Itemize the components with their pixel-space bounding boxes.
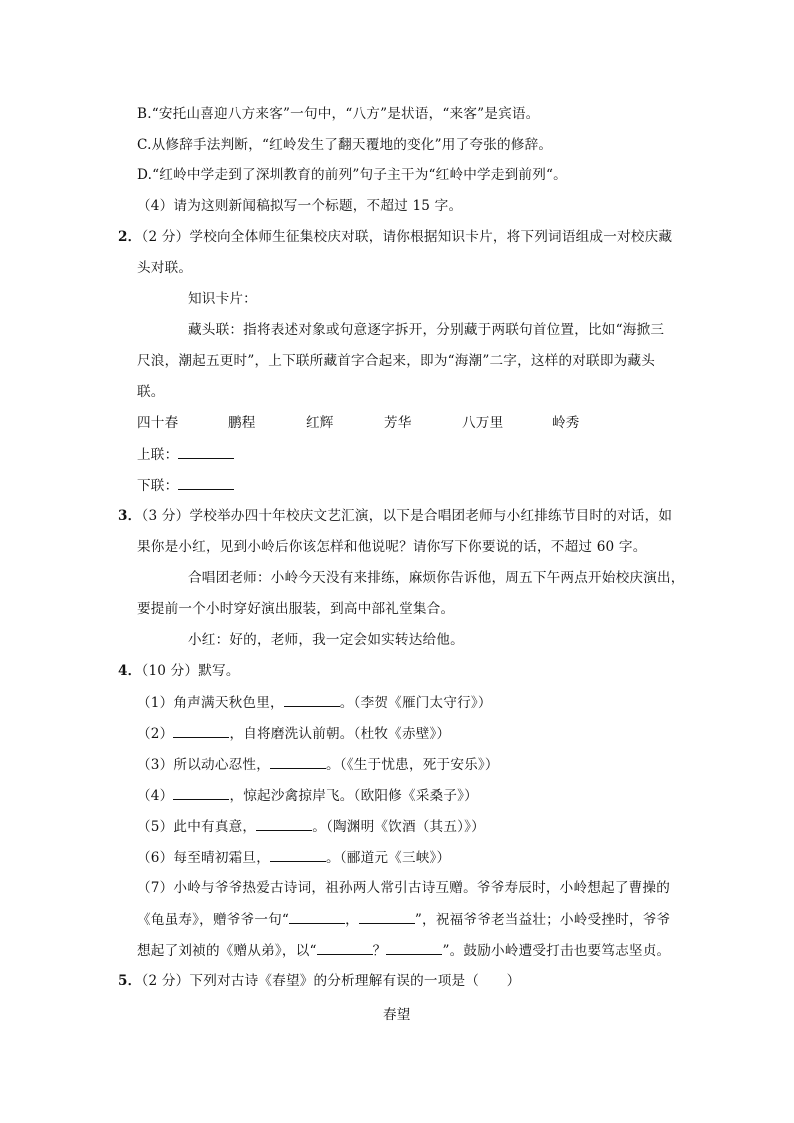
dictation-source: ，惊起沙禽掠岸飞。（欧阳修《采桑子》） xyxy=(229,788,478,804)
q2-text: （2 分）学校向全体师生征集校庆对联，请你根据知识卡片，将下列词语组成一对校庆藏 xyxy=(141,229,673,245)
dictation-item-4 xyxy=(137,786,478,805)
q2-number: 2． xyxy=(118,229,142,245)
dictation-blank[interactable] xyxy=(173,724,229,738)
knowledge-card-line2: 尺浪，潮起五更时”，上下联所藏首字合起来，即为“海潮”二字，这样的对联即为藏头 xyxy=(137,353,656,369)
dictation-blank[interactable] xyxy=(173,786,229,800)
q4-title: （10 分）默写。 xyxy=(141,663,240,679)
dictation-text: ？ xyxy=(372,943,387,959)
dictation-text: （1）角声满天秋色里， xyxy=(137,695,284,711)
q3-line1 xyxy=(118,507,672,525)
poem-title: 春望 xyxy=(383,1007,411,1023)
dictation-blank[interactable] xyxy=(289,910,345,924)
word-item: 岭秀 xyxy=(552,415,580,431)
dictation-source: 。（李贺《雁门太守行》） xyxy=(339,695,492,711)
q1-option-d: D.“红岭中学走到了深圳教育的前列”句子主干为“红岭中学走到前列“。 xyxy=(137,167,567,183)
xiaohong-dialogue: 小红：好的，老师，我一定会如实转达给他。 xyxy=(188,632,464,648)
teacher-dialogue-line2: 要提前一个小时穿好演出服装，到高中部礼堂集合。 xyxy=(137,601,455,617)
dictation-blank[interactable] xyxy=(386,941,442,955)
teacher-dialogue-line1: 合唱团老师：小岭今天没有来排练，麻烦你告诉他，周五下午两点开始校庆演出， xyxy=(188,570,685,586)
word-item: 四十春 xyxy=(137,415,179,431)
dictation-blank[interactable] xyxy=(284,693,340,707)
dictation-text: （2） xyxy=(137,726,174,742)
dictation-item-5 xyxy=(137,817,485,836)
dictation-text: 想起了刘祯的《赠从弟》，以“ xyxy=(137,943,317,959)
word-item: 红辉 xyxy=(306,415,334,431)
dictation-blank[interactable] xyxy=(270,755,326,769)
q5-text: （2 分）下列对古诗《春望》的分析理解有误的一项是（ ） xyxy=(141,973,521,989)
q3-text: （3 分）学校举办四十年校庆文艺汇演，以下是合唱团老师与小红排练节目时的对话，如 xyxy=(141,508,673,524)
q5-number: 5． xyxy=(118,973,142,989)
word-item: 鹏程 xyxy=(228,415,256,431)
dictation-blank[interactable] xyxy=(359,910,415,924)
dictation-item-7-line1: （7）小岭与爷爷热爱古诗词，祖孙两人常引古诗互赠。爷爷寿辰时，小岭想起了曹操的 xyxy=(137,880,671,896)
dictation-blank[interactable] xyxy=(270,848,326,862)
q4-number: 4． xyxy=(118,663,142,679)
dictation-text: ”。鼓励小岭遭受打击也要笃志坚贞。 xyxy=(442,943,671,959)
lower-couplet-row xyxy=(137,476,234,495)
dictation-item-6 xyxy=(137,848,450,867)
q2-line1 xyxy=(118,228,672,246)
dictation-text: 《龟虽寿》，赠爷爷一句“ xyxy=(137,912,290,928)
word-item: 芳华 xyxy=(384,415,412,431)
q1-option-b: B.“安托山喜迎八方来客”一句中，“八方”是状语，“来客”是宾语。 xyxy=(137,106,540,122)
upper-couplet-row xyxy=(137,445,234,464)
dictation-source: 。（郦道元《三峡》） xyxy=(326,850,451,866)
dictation-text: （4） xyxy=(137,788,174,804)
lower-couplet-blank[interactable] xyxy=(178,476,234,490)
q3-number: 3． xyxy=(118,508,142,524)
dictation-source: ，自将磨洗认前朝。（杜牧《赤壁》） xyxy=(229,726,451,742)
dictation-source: 。（陶渊明《饮酒（其五）》） xyxy=(312,819,485,835)
knowledge-card-line1: 藏头联：指将表述对象或句意逐字拆开，分别藏于两联句首位置，比如“海掀三 xyxy=(188,322,665,338)
upper-couplet-blank[interactable] xyxy=(178,445,234,459)
knowledge-card-line3: 联。 xyxy=(137,384,165,400)
q3-line2: 果你是小红，见到小岭后你该怎样和他说呢？请你写下你要说的话，不超过 60 字。 xyxy=(137,539,647,555)
dictation-item-7-line2 xyxy=(137,910,670,929)
knowledge-card-title: 知识卡片： xyxy=(188,291,257,307)
dictation-item-7-line3 xyxy=(137,941,670,960)
lower-couplet-label: 下联： xyxy=(137,478,179,494)
dictation-item-3 xyxy=(137,755,499,774)
dictation-blank[interactable] xyxy=(256,817,312,831)
dictation-text: ”，祝福爷爷老当益壮；小岭受挫时，爷爷 xyxy=(414,912,671,928)
q4-title-row xyxy=(118,662,240,680)
dictation-item-2 xyxy=(137,724,450,743)
dictation-text: ， xyxy=(345,912,359,928)
dictation-text: （3）所以动心忍性， xyxy=(137,757,270,773)
dictation-blank[interactable] xyxy=(317,941,373,955)
dictation-text: （5）此中有真意， xyxy=(137,819,257,835)
dictation-text: （6）每至晴初霜旦， xyxy=(137,850,270,866)
q1-sub4-prompt: （4）请为这则新闻稿拟写一个标题，不超过 15 字。 xyxy=(137,198,463,214)
dictation-source: 。（《生于忧患，死于安乐》） xyxy=(326,757,499,773)
q2-line2: 头对联。 xyxy=(137,260,193,276)
q5-row xyxy=(118,972,520,990)
word-item: 八万里 xyxy=(462,415,504,431)
q1-option-c: C.从修辞手法判断，“红岭发生了翻天覆地的变化”用了夸张的修辞。 xyxy=(137,137,553,153)
upper-couplet-label: 上联： xyxy=(137,447,179,463)
dictation-item-1 xyxy=(137,693,492,712)
